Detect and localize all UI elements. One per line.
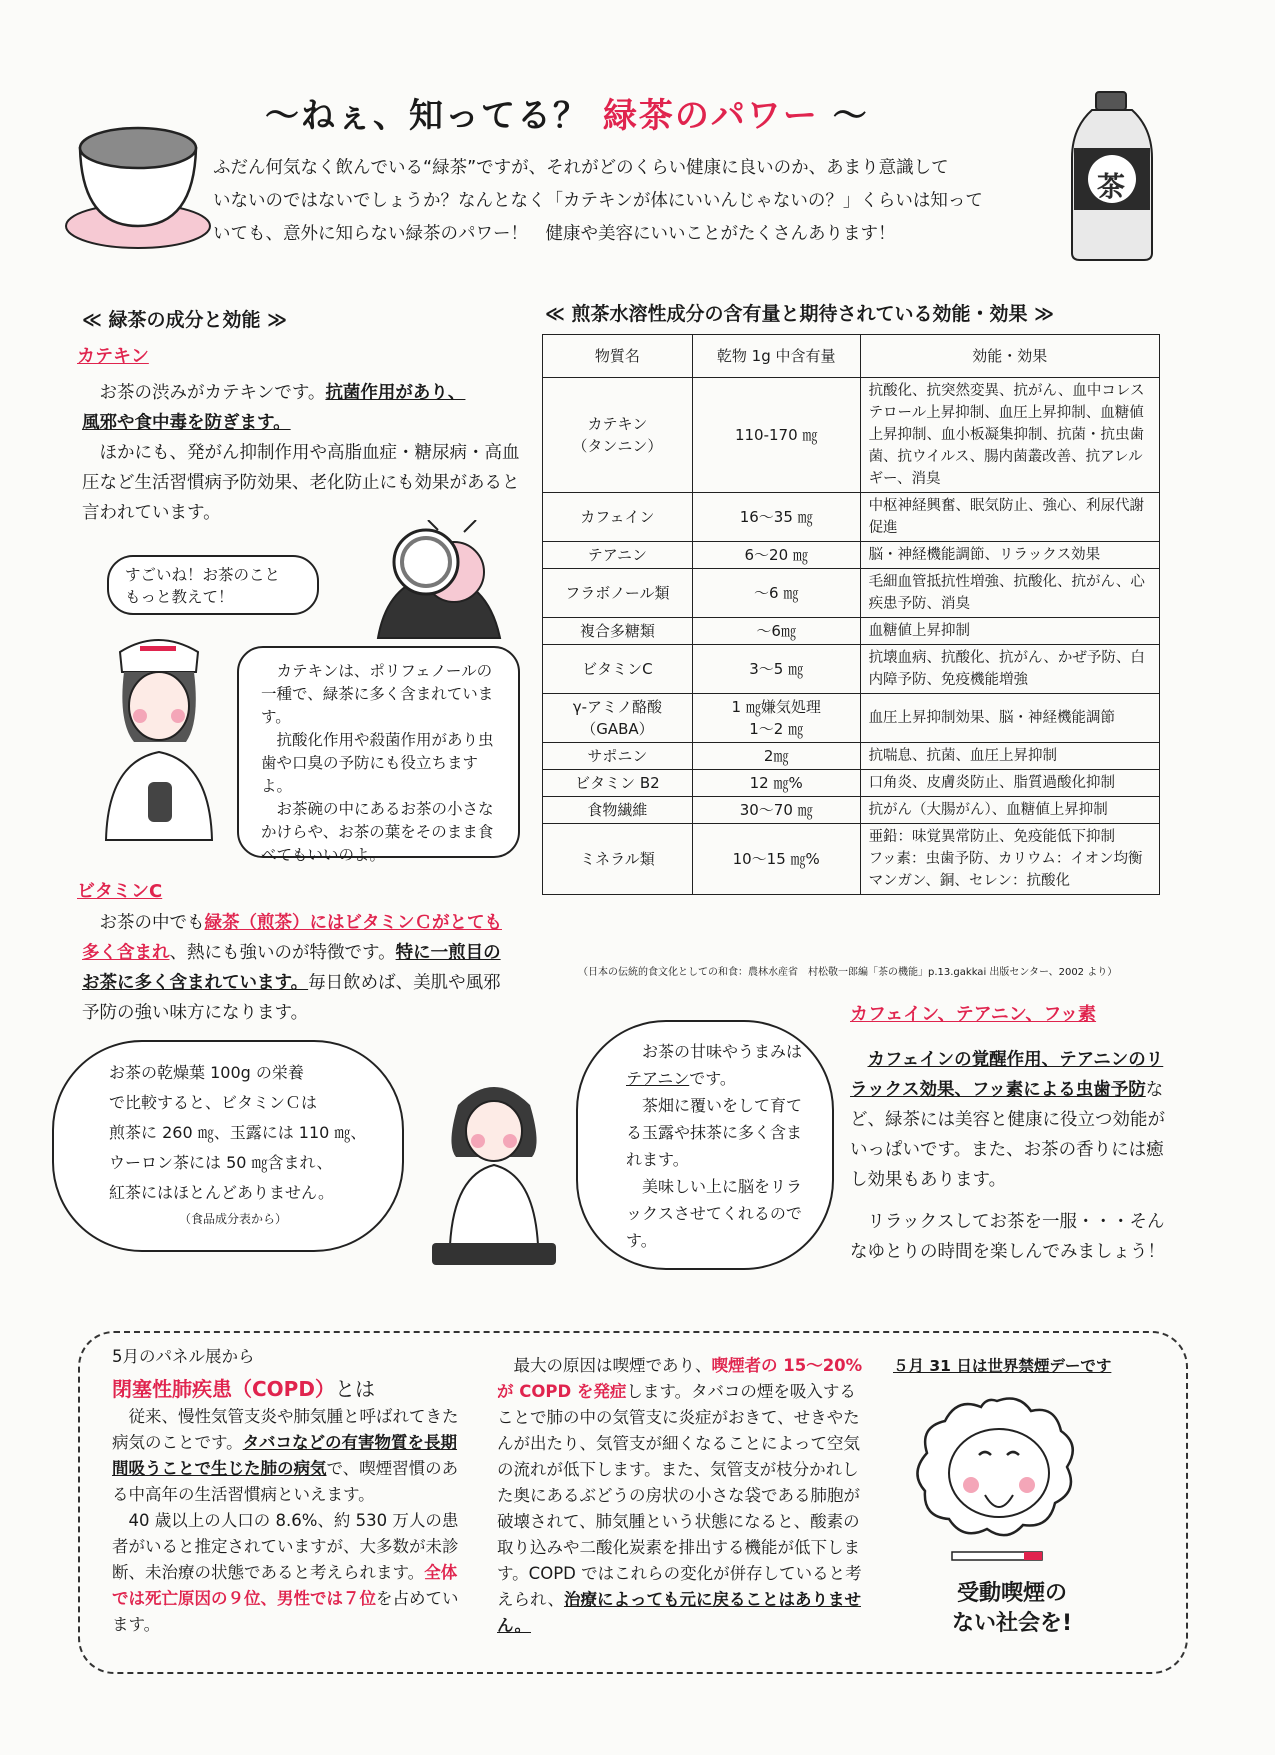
catechin-paragraph-2: ほかにも、発がん抑制作用や高脂血症・糖尿病・高血圧など生活習慣病予防効果、老化防止にも効果があると言われています。	[82, 443, 520, 523]
no-smoking-day-title: ５月 31 日は世界禁煙デーです	[893, 1357, 1112, 1375]
table-cell: 中枢神経興奮、眠気防止、強心、利尿代謝促進	[860, 493, 1159, 542]
cloud-left: お茶の乾燥葉 100g の栄養 で比較すると、ビタミンＣは 煎茶に 260 ㎎、玉露には 110 ㎎、 ウーロン茶には 50 ㎎含まれ、 紅茶にはほとんどありません。 （食品成分表から）	[52, 1040, 404, 1252]
table-row	[543, 694, 1160, 743]
table-row	[543, 797, 1160, 824]
table-source-note: （日本の伝統的食文化としての和食：農林水産省 村松敬一郎編「茶の機能」p.13.gakkai 出版センター、2002 より）	[578, 967, 1118, 978]
title-prefix: ～ねぇ、知ってる？	[265, 96, 589, 136]
intro-line-3: いても、意外に知らない緑茶のパワー！ 健康や美容にいいことがたくさんあります！	[213, 224, 896, 244]
table-row	[543, 770, 1160, 797]
table-header-1: 乾物 1g 中含有量	[692, 335, 860, 378]
table-header-2: 効能・効果	[860, 335, 1159, 378]
table-cell: ～6㎎	[692, 618, 860, 645]
table-cell: ミネラル類	[543, 824, 693, 895]
catechin-text: お茶の渋みがカテキンです。抗菌作用があり、 風邪や食中毒を防ぎます。 ほかにも、発がん抑制作用や高脂血症・糖尿病・高血圧など生活習慣病予防効果、老化防止にも効果があると言われています。	[82, 378, 522, 528]
table-cell: 複合多糖類	[543, 618, 693, 645]
intro-line-1: ふだん何気なく飲んでいる“緑茶”ですが、それがどのくらい健康に良いのか、あまり意識して	[213, 158, 949, 178]
slogan: 受動喫煙の ない社会を!	[951, 1581, 1073, 1636]
copd-column-1: 従来、慢性気管支炎や肺気腫と呼ばれてきた病気のことです。タバコなどの有害物質を長期間吸うことで生じた肺の病気で、喫煙習慣のある中高年の生活習慣病といえます。 40 歳以上の人口の 8.6%、約 530 万人の患者がいると推定されていますが、大多数が未診断、未治療の状態であると考えられます。全体では死亡原因の９位、男性では７位を占めています。	[112, 1407, 459, 1634]
table-row	[543, 542, 1160, 569]
tea-cup-icon	[58, 108, 218, 258]
table-cell: 血圧上昇抑制効果、脳・神経機能調節	[860, 694, 1159, 743]
table-cell: 10～15 ㎎%	[692, 824, 860, 895]
woman-with-tea-icon	[420, 1075, 570, 1275]
table-cell: 抗がん（大腸がん）、血糖値上昇抑制	[860, 797, 1159, 824]
table-row	[543, 743, 1160, 770]
table-cell: カテキン （タンニン）	[543, 378, 693, 493]
title-highlight: 緑茶のパワー	[602, 96, 819, 136]
copd-column-2: 最大の原因は喫煙であり、喫煙者の 15～20%が COPD を発症します。タバコの煙を吸入することで肺の中の気管支に炎症がおきて、せきやたんが出たり、気管支が細くなることによって空気の流れが低下します。また、気管支が枝分かれした奥にあるぶどうの房状の小さな袋である肺胞が破壊されて、肺気腫という状態になると、酸素の取り込みや二酸化炭素を排出する機能が低下します。COPD ではこれらの変化が併存していると考えられ、治療によっても元に戻ることはありません。	[497, 1356, 863, 1635]
table-row	[543, 645, 1160, 694]
table-cell: テアニン	[543, 542, 693, 569]
table-cell: 血糖値上昇抑制	[860, 618, 1159, 645]
vitamin-c-text: お茶の中でも緑茶（煎茶）にはビタミンＣがとても多く含まれ、熱にも強いのが特徴です。特に一煎目のお茶に多く含まれています。毎日飲めば、美肌や風邪予防の強い味方になります。	[82, 913, 502, 1023]
table-row	[543, 618, 1160, 645]
caffeine-section-text: カフェインの覚醒作用、テアニンのリラックス効果、フッ素による虫歯予防など、緑茶には美容と健康に役立つ効能がいっぱいです。また、お茶の香りには癒し効果もあります。 リラックスしてお茶を一服・・・そんなゆとりの時間を楽しんでみましょう！	[850, 1050, 1165, 1262]
table-cell: フラボノール類	[543, 569, 693, 618]
doctor-icon	[100, 632, 220, 842]
catechin-label: カテキン	[77, 346, 149, 367]
caffeine-section-label: カフェイン、テアニン、フッ素	[850, 1004, 1097, 1025]
intro-line-2: いないのではないでしょうか？なんとなく「カテキンが体にいいんじゃないの？」くらいは知って	[213, 191, 983, 211]
vitamin-c-label: ビタミンC	[77, 881, 163, 902]
table-cell: 30～70 ㎎	[692, 797, 860, 824]
cigarette-icon	[950, 1548, 1045, 1564]
table-cell: ビタミンC	[543, 645, 693, 694]
table-cell: 6～20 ㎎	[692, 542, 860, 569]
table-cell: サポニン	[543, 743, 693, 770]
table-cell: カフェイン	[543, 493, 693, 542]
intro-text	[213, 152, 1048, 251]
table-cell: 食物繊維	[543, 797, 693, 824]
table-cell: 脳・神経機能調節、リラックス効果	[860, 542, 1159, 569]
table-cell: 1 ㎎嫌気処理 1～2 ㎎	[692, 694, 860, 743]
section-heading-components: ≪ 緑茶の成分と効能 ≫	[82, 309, 288, 331]
table-row	[543, 569, 1160, 618]
table-cell: 口角炎、皮膚炎防止、脂質過酸化抑制	[860, 770, 1159, 797]
table-cell: 抗壊血病、抗酸化、抗がん、かぜ予防、白内障予防、免疫機能増強	[860, 645, 1159, 694]
copd-intro: 5月のパネル展から	[112, 1347, 255, 1366]
components-table	[542, 334, 1160, 895]
table-cell: 亜鉛：味覚異常防止、免疫能低下抑制 フッ素：虫歯予防、カリウム：イオン均衡 マンガン、銅、セレン：抗酸化	[860, 824, 1159, 895]
table-cell: ～6 ㎎	[692, 569, 860, 618]
page-title	[265, 88, 869, 137]
copd-title: 閉塞性肺疾患（COPD）とは	[112, 1377, 375, 1401]
table-cell: 抗喘息、抗菌、血圧上昇抑制	[860, 743, 1159, 770]
title-suffix: ～	[832, 96, 869, 136]
bottle-label: 茶	[1097, 170, 1126, 203]
table-cell: 12 ㎎%	[692, 770, 860, 797]
table-cell: ビタミン B2	[543, 770, 693, 797]
table-row	[543, 824, 1160, 895]
table-cell: 16～35 ㎎	[692, 493, 860, 542]
table-header-0: 物質名	[543, 335, 693, 378]
speech-bubble-small: すごいね！お茶のこと もっと教えて！	[107, 555, 319, 615]
speech-bubble-large: カテキンは、ポリフェノールの一種で、緑茶に多く含まれています。 抗酸化作用や殺菌作用があり虫歯や口臭の予防にも役立ちますよ。 お茶碗の中にあるお茶の小さなかけらや、お茶の葉をそのまま食べてもいいのよ。	[237, 646, 520, 858]
table-cell: 毛細血管抵抗性増強、抗酸化、抗がん、心疾患予防、消臭	[860, 569, 1159, 618]
table-row	[543, 493, 1160, 542]
table-cell: 2㎎	[692, 743, 860, 770]
table-cell: 3～5 ㎎	[692, 645, 860, 694]
table-cell: 110-170 ㎎	[692, 378, 860, 493]
table-row	[543, 378, 1160, 493]
crying-mascot-icon	[915, 1395, 1080, 1545]
boy-magnifier-icon	[368, 520, 518, 640]
table-cell: 抗酸化、抗突然変異、抗がん、血中コレステロール上昇抑制、血圧上昇抑制、血糖値上昇抑制、血小板凝集抑制、抗菌・抗虫歯菌、抗ウイルス、腸内菌叢改善、抗アレルギー、消臭	[860, 378, 1159, 493]
cloud-right: お茶の甘味やうまみはテアニンです。 茶畑に覆いをして育てる玉露や抹茶に多く含まれます。 美味しい上に脳をリラックスさせてくれるのです。	[576, 1020, 834, 1270]
table-cell: γ-アミノ酪酸 （GABA）	[543, 694, 693, 743]
section-heading-table: ≪ 煎茶水溶性成分の含有量と期待されている効能・効果 ≫	[545, 303, 1055, 325]
